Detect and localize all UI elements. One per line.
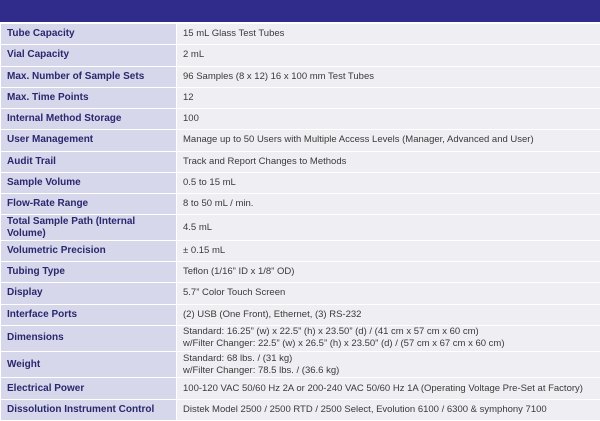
table-row xyxy=(1,151,600,172)
specifications-table xyxy=(0,23,600,421)
spec-value: Teflon (1/16” ID x 1/8” OD) xyxy=(177,261,600,282)
spec-label: User Management xyxy=(1,130,177,151)
spec-label: Max. Time Points xyxy=(1,87,177,108)
table-row xyxy=(1,283,600,304)
table-row xyxy=(1,215,600,240)
spec-label: Volumetric Precision xyxy=(1,240,177,261)
table-row xyxy=(1,87,600,108)
spec-value xyxy=(177,325,600,351)
table-row xyxy=(1,304,600,325)
spec-value: (2) USB (One Front), Ethernet, (3) RS-232 xyxy=(177,304,600,325)
spec-label: Dissolution Instrument Control xyxy=(1,399,177,420)
spec-value-line: w/Filter Changer: 78.5 lbs. / (36.6 kg) xyxy=(183,364,340,376)
spec-label: Total Sample Path (Internal Volume) xyxy=(1,215,177,240)
spec-value: Manage up to 50 Users with Multiple Access Levels (Manager, Advanced and User) xyxy=(177,130,600,151)
spec-label: Audit Trail xyxy=(1,151,177,172)
spec-label: Vial Capacity xyxy=(1,45,177,66)
spec-value: 8 to 50 mL / min. xyxy=(177,194,600,215)
table-row xyxy=(1,261,600,282)
table-row xyxy=(1,352,600,378)
spec-label: Electrical Power xyxy=(1,378,177,399)
table-row xyxy=(1,194,600,215)
table-row xyxy=(1,24,600,45)
spec-label: Interface Ports xyxy=(1,304,177,325)
spec-value: 0.5 to 15 mL xyxy=(177,172,600,193)
spec-value: Distek Model 2500 / 2500 RTD / 2500 Select, Evolution 6100 / 6300 & symphony 7100 xyxy=(177,399,600,420)
table-row xyxy=(1,130,600,151)
spec-value: 100 xyxy=(177,109,600,130)
spec-value: 15 mL Glass Test Tubes xyxy=(177,24,600,45)
table-row xyxy=(1,378,600,399)
table-row xyxy=(1,109,600,130)
table-row xyxy=(1,325,600,351)
table-row xyxy=(1,399,600,420)
table-row xyxy=(1,66,600,87)
table-header-bar xyxy=(0,0,600,23)
spec-value: 96 Samples (8 x 12) 16 x 100 mm Test Tubes xyxy=(177,66,600,87)
spec-label: Flow-Rate Range xyxy=(1,194,177,215)
spec-value: 12 xyxy=(177,87,600,108)
spec-value-line: w/Filter Changer: 22.5” (w) x 26.5” (h) x 23.50” (d) / (57 cm x 67 cm x 60 cm) xyxy=(183,338,505,350)
spec-value xyxy=(177,352,600,378)
spec-label: Tube Capacity xyxy=(1,24,177,45)
spec-value-line: Standard: 16.25” (w) x 22.5” (h) x 23.50” (d) / (41 cm x 57 cm x 60 cm) xyxy=(183,326,479,338)
spec-value: 5.7” Color Touch Screen xyxy=(177,283,600,304)
spec-value: 100-120 VAC 50/60 Hz 2A or 200-240 VAC 50/60 Hz 1A (Operating Voltage Pre-Set at Factory) xyxy=(177,378,600,399)
spec-label: Sample Volume xyxy=(1,172,177,193)
spec-value: ± 0.15 mL xyxy=(177,240,600,261)
spec-value: 4.5 mL xyxy=(177,215,600,240)
spec-value-line: Standard: 68 lbs. / (31 kg) xyxy=(183,352,293,364)
table-row xyxy=(1,240,600,261)
table-row xyxy=(1,172,600,193)
spec-label: Max. Number of Sample Sets xyxy=(1,66,177,87)
spec-value: Track and Report Changes to Methods xyxy=(177,151,600,172)
spec-value: 2 mL xyxy=(177,45,600,66)
spec-label: Display xyxy=(1,283,177,304)
spec-label: Tubing Type xyxy=(1,261,177,282)
table-row xyxy=(1,45,600,66)
spec-label: Dimensions xyxy=(1,325,177,351)
spec-label: Weight xyxy=(1,352,177,378)
spec-label: Internal Method Storage xyxy=(1,109,177,130)
